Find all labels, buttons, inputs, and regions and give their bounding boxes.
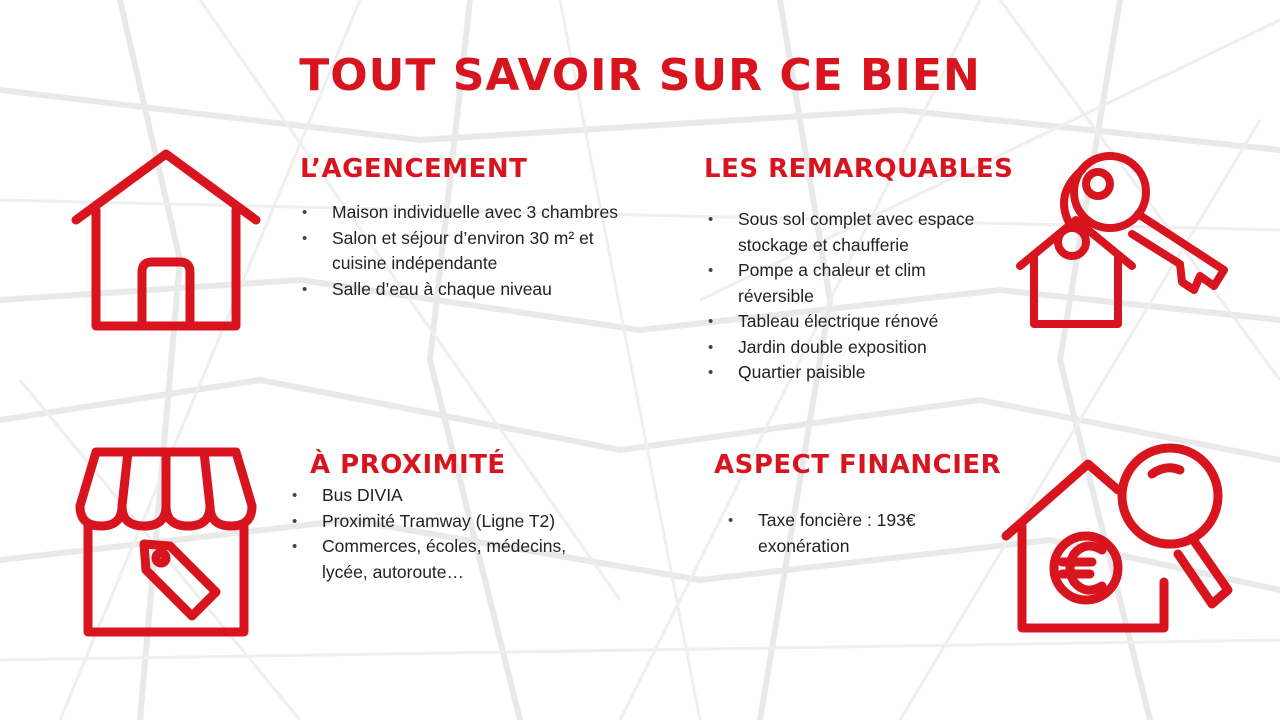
shop-tag-icon <box>66 444 266 640</box>
proximite-list <box>290 483 590 585</box>
list-item: • Pompe a chaleur et clim réversible <box>706 258 1006 309</box>
section-title-proximite: À PROXIMITÉ <box>310 450 506 480</box>
list-item: • Quartier paisible <box>706 360 1006 386</box>
house-icon <box>68 148 264 334</box>
list-item: • Tableau électrique rénové <box>706 309 1006 335</box>
list-item: • Commerces, écoles, médecins, lycée, autoroute… <box>290 534 590 585</box>
section-title-agencement: L’AGENCEMENT <box>300 154 528 184</box>
list-item: • Maison individuelle avec 3 chambres <box>300 200 640 226</box>
list-item: • Sous sol complet avec espace stockage et chaufferie <box>706 207 1006 258</box>
list-item: • Jardin double exposition <box>706 335 1006 361</box>
section-title-financier: ASPECT FINANCIER <box>714 450 1002 480</box>
list-item: • Salle d’eau à chaque niveau <box>300 277 640 303</box>
agencement-list <box>300 200 640 302</box>
house-keys-icon <box>1012 148 1232 334</box>
house-euro-search-icon <box>998 442 1238 638</box>
section-title-remarquables: LES REMARQUABLES <box>704 154 1014 184</box>
remarquables-list <box>706 207 1006 386</box>
list-item: • Salon et séjour d’environ 30 m² et cuisine indépendante <box>300 226 640 277</box>
page-title: TOUT SAVOIR SUR CE BIEN <box>299 50 981 101</box>
list-item: • Proximité Tramway (Ligne T2) <box>290 509 590 535</box>
financier-list <box>726 508 956 559</box>
list-item: • Taxe foncière : 193€ exonération <box>726 508 956 559</box>
list-item: • Bus DIVIA <box>290 483 590 509</box>
